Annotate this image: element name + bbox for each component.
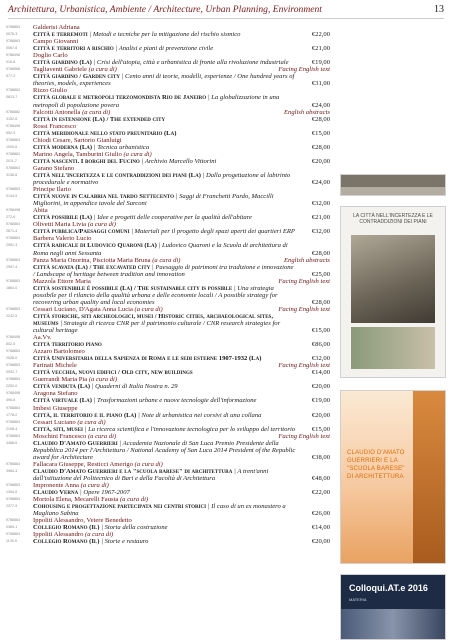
editor-note: (a cura di) xyxy=(121,150,152,158)
author: Farinati Michele xyxy=(33,362,77,370)
book-subtitle: | Opere 1967-2007 xyxy=(78,489,130,497)
isbn-part: 9788863 xyxy=(6,187,20,192)
cover-image xyxy=(351,327,435,369)
isbn-part: 3136-6 xyxy=(6,172,18,177)
editor-note: (a cura di) xyxy=(86,432,117,440)
isbn-part: 016-8 xyxy=(6,60,16,65)
isbn-code xyxy=(6,362,33,376)
book-title[interactable]: Città virtuale (La) xyxy=(33,397,92,405)
isbn-part: 9788863 xyxy=(6,433,20,438)
author: Panza Maria Onorina, Pisciotta Maria Bruna xyxy=(33,256,151,264)
book-title[interactable]: Claudio D'Amato Guerrieri xyxy=(33,439,118,447)
catalog-entry xyxy=(6,87,330,108)
price: €28,00 xyxy=(311,143,330,151)
author: Chiodi Cesare, Sartorio Gianluigi xyxy=(33,136,122,144)
isbn-part: 9788863 xyxy=(6,461,20,466)
price: €20,00 xyxy=(311,538,330,546)
isbn-part: 9788863 xyxy=(6,151,20,156)
catalog-entry xyxy=(6,461,330,482)
book-subtitle: | Idee e progetti delle cooperative per la qualità dell'abitare xyxy=(92,214,252,222)
price: €14,00 xyxy=(311,369,330,377)
isbn-part: 9788863 xyxy=(6,278,20,283)
catalog-entry xyxy=(6,390,330,404)
catalog-entry xyxy=(6,496,330,517)
language-flag: Facing English text xyxy=(278,277,330,285)
catalog-entry xyxy=(6,334,330,348)
isbn-part: 9788863 xyxy=(6,39,20,44)
catalog-entry xyxy=(6,482,330,496)
price: €22,00 xyxy=(311,31,330,39)
language-flag: Facing English text xyxy=(278,432,330,440)
author: Guerrandi Maria Pia xyxy=(33,376,88,384)
book-title[interactable]: Città sostenibile è possibile (La) / The sustainable city is possible xyxy=(33,284,233,292)
editor-note: (a cura di) xyxy=(86,221,116,229)
book-subtitle: | Metodi e tecniche per la mitigazione del rischio sismico xyxy=(87,31,241,39)
language-flag: English abstracts xyxy=(284,108,330,116)
author: Ippoliti Alessandro xyxy=(33,531,84,539)
book-title[interactable]: Città nascenti. I borghi del Fucino xyxy=(33,157,140,165)
book-cover[interactable] xyxy=(340,574,446,640)
book-subtitle: | Trasformazioni urbane e nuove tecnologie dell'informazione xyxy=(91,397,257,405)
isbn-part: 2981-3 xyxy=(6,243,18,248)
isbn-part: 9788863 xyxy=(6,377,20,382)
book-title[interactable]: Città pubblica/Paesaggi comuni xyxy=(33,228,130,236)
catalog-entry xyxy=(6,278,330,306)
catalog-entry xyxy=(6,348,330,362)
isbn-code xyxy=(6,151,33,165)
isbn-part: 3984-3 xyxy=(6,468,18,473)
book-subtitle: | Il caso di un ex monastero a Magliano Sabina xyxy=(33,503,286,518)
editor-note: (a cura di) xyxy=(132,460,163,468)
isbn-part: 9788863 xyxy=(6,306,20,311)
catalog-entry xyxy=(6,221,330,235)
isbn-part: 577-2 xyxy=(6,74,16,79)
isbn-part: 9788863 xyxy=(6,88,20,93)
cover-title: CLAUDIO D'AMATO GUERRIERI E LA "SCUOLA BARESE" DI ARCHITETTURA xyxy=(347,450,405,480)
isbn-part: 496-6 xyxy=(6,398,16,403)
author: Imbesi Giuseppe xyxy=(33,404,78,412)
isbn-part: 9788863 xyxy=(6,236,20,241)
isbn-part: 0932-7 xyxy=(6,370,18,375)
isbn-part: 552-9 xyxy=(6,130,16,135)
page-header xyxy=(8,4,444,19)
price: €32,00 xyxy=(311,355,330,363)
price: €28,00 xyxy=(311,115,330,123)
author: Campo Giovanni xyxy=(33,38,79,46)
author: Principe Ilario xyxy=(33,186,71,194)
isbn-part: 9788498 xyxy=(6,335,20,340)
isbn-part: 0067-6 xyxy=(6,46,18,51)
price: €19,00 xyxy=(311,397,330,405)
book-subtitle: | Paesaggio di patrimoni tra tradizione e innovazione / Landscape of heritage between tradition and innovation xyxy=(33,263,294,278)
cover-image xyxy=(351,235,435,323)
isbn-part: 9788863 xyxy=(6,532,20,537)
author: Ippoliti Alessandro, Vetere Benedetto xyxy=(33,517,132,525)
isbn-code xyxy=(6,87,33,108)
editor-note: (a cura di) xyxy=(83,531,114,539)
isbn-code xyxy=(6,257,33,278)
catalog-list xyxy=(6,24,330,545)
catalog-entry xyxy=(6,517,330,531)
book-title[interactable]: Città e territori a rischio xyxy=(33,45,114,53)
isbn-part: 9788568 xyxy=(6,67,20,72)
isbn-part: 2250-0 xyxy=(6,384,18,389)
price: €21,00 xyxy=(311,45,330,53)
book-title[interactable]: Claudio Verna xyxy=(33,489,79,497)
editor-note: (a cura di) xyxy=(132,305,163,313)
page-number: 13 xyxy=(434,4,444,15)
isbn-part: 9788863 xyxy=(6,363,20,368)
catalog-entry xyxy=(6,109,330,123)
isbn-code xyxy=(6,405,33,419)
isbn-part: 2528-0 xyxy=(6,356,18,361)
book-title[interactable]: Città moderna (La) xyxy=(33,143,93,151)
author: Tagliaventi Gabriele xyxy=(33,66,87,74)
isbn-code xyxy=(6,482,33,496)
book-title[interactable]: Città venduta (La) xyxy=(33,383,91,391)
book-subtitle: | La ricerca scientifica e l'innovazione tecnologica per lo sviluppo del territorio xyxy=(82,425,296,433)
isbn-part: 2997-4 xyxy=(6,264,18,269)
author: Galderisi Adriana xyxy=(33,24,80,31)
author: Falcotti Antonella xyxy=(33,108,81,116)
language-flag: Facing English text xyxy=(278,362,330,370)
book-subtitle: | Note di urbanistica nei corsivi di una collana xyxy=(136,411,262,419)
isbn-code xyxy=(6,278,33,306)
price: €24,00 xyxy=(311,179,330,187)
isbn-part: 9788498 xyxy=(6,391,20,396)
isbn-part: 0976-3 xyxy=(6,32,18,37)
isbn-part: 9788863 xyxy=(6,165,20,170)
catalog-entry xyxy=(6,207,330,221)
isbn-part: 0813-7 xyxy=(6,95,18,100)
author: Fallacara Giuseppe, Resticci Amerigo xyxy=(33,460,133,468)
isbn-part: 0369-1 xyxy=(6,525,18,530)
author: Abita xyxy=(33,207,48,215)
catalog-entry xyxy=(6,52,330,66)
isbn-code xyxy=(6,306,33,334)
author: Azzaro Bartolomeo xyxy=(33,348,85,356)
book-subtitle: | Crisi dell'utopia, città e urbanistica di fronte alla rivoluzione industriale xyxy=(91,59,289,67)
catalog-entry xyxy=(6,186,330,207)
book-title[interactable]: Collegio Romano (Il) xyxy=(33,538,100,546)
book-subtitle: | Dalla progettazione al labirinto procedurale e normativo xyxy=(33,171,291,187)
book-title[interactable]: Città, siti, musei xyxy=(33,425,83,433)
isbn-part: 1009-6 xyxy=(6,144,18,149)
price: €32,00 xyxy=(311,200,330,208)
price: €28,00 xyxy=(311,298,330,306)
price: €24,00 xyxy=(311,101,330,109)
language-flag: Facing English text xyxy=(278,305,330,313)
book-title[interactable]: Città nuove in Calabria nel tardo Settecento xyxy=(33,193,174,201)
author: Doglio Carlo xyxy=(33,52,68,60)
catalog-entry xyxy=(6,419,330,433)
language-flag: English abstracts xyxy=(284,256,330,264)
book-title[interactable]: Città in estensione (La) / The extended city xyxy=(33,115,166,123)
language-flag: Facing English text xyxy=(278,66,330,74)
isbn-code xyxy=(6,137,33,151)
cover-subtitle: MATERIA xyxy=(349,597,367,602)
editor-note: (a cura di) xyxy=(80,108,111,116)
book-title[interactable]: Città vecchia, nuovi edifici / Old city, new buildings xyxy=(33,369,193,377)
price: €19,00 xyxy=(311,59,330,67)
isbn-code xyxy=(6,517,33,531)
book-subtitle: | Strategie di ricerca CNR per il patrimonio culturale / CNR research strategies for cultural heritage xyxy=(33,319,281,335)
author: Impronente Anna xyxy=(33,482,79,490)
book-title[interactable]: Città radicale di Ludovico Quaroni (La) xyxy=(33,242,157,250)
isbn-part: 9788863 xyxy=(6,222,20,227)
book-title[interactable]: Città e terremoti xyxy=(33,31,88,39)
price: €20,00 xyxy=(311,157,330,165)
book-subtitle: | Cento anni di teorie, modelli, esperienze / One hundred years of theories, models, experiences xyxy=(33,73,295,88)
price: €20,00 xyxy=(311,383,330,391)
book-subtitle: | Storia della costruzione xyxy=(99,524,168,532)
isbn-code xyxy=(6,186,33,207)
isbn-part: 1778-0 xyxy=(6,412,18,417)
price: €28,00 xyxy=(311,249,330,257)
book-title[interactable]: Città giardino (La) xyxy=(33,59,92,67)
isbn-part: 3488-6 xyxy=(6,440,18,445)
isbn-code xyxy=(6,496,33,517)
cover-title: Colloqui.AT.e 2016 xyxy=(349,583,428,593)
book-subtitle: | La globalizzazione in una metropoli di popolazione povera xyxy=(33,94,280,109)
book-title[interactable]: Città Universitaria della Sapienza di Roma e le sedi esterne 1907-1932 (La) xyxy=(33,355,262,363)
price: €25,00 xyxy=(311,270,330,278)
editor-note: (a cura di) xyxy=(118,496,149,504)
isbn-code xyxy=(6,419,33,433)
isbn-part: 9788863 xyxy=(6,349,20,354)
author: Mortola Elena, Mecarelli Fausta xyxy=(33,496,119,504)
author: Cessari Luciano xyxy=(33,418,76,426)
catalog-entry xyxy=(6,137,330,151)
isbn-part: 9788498 xyxy=(6,208,20,213)
author: Rossi Francesco xyxy=(33,122,77,130)
isbn-code xyxy=(6,376,33,390)
catalog-entry xyxy=(6,235,330,256)
editor-note: (a cura di) xyxy=(86,66,117,74)
isbn-code xyxy=(6,531,33,545)
isbn-code xyxy=(6,433,33,461)
isbn-part: 2671-4 xyxy=(6,229,18,234)
isbn-code xyxy=(6,207,33,221)
editor-note: (a cura di) xyxy=(78,482,109,490)
isbn-part: 1139-9 xyxy=(6,539,17,544)
book-title[interactable]: Collegio Romano (Il) xyxy=(33,524,100,532)
book-subtitle: | A trent'anni dall'istituzione del Politecnico di Bari e della Facoltà di Architettura xyxy=(33,467,269,482)
isbn-code xyxy=(6,461,33,482)
price: €22,00 xyxy=(311,489,330,497)
isbn-part: 802-5 xyxy=(6,342,16,347)
price: €86,00 xyxy=(311,341,330,349)
price: €48,00 xyxy=(311,475,330,482)
price: €15,00 xyxy=(311,129,330,137)
author: Rizzo Giulio xyxy=(33,87,67,95)
catalog-entry xyxy=(6,257,330,278)
price: €32,00 xyxy=(311,228,330,236)
book-title[interactable]: Città storiche, siti archeologici, musei / Historic cities, archaeological sites, museums xyxy=(33,312,273,327)
author: Garano Stefano xyxy=(33,164,75,172)
isbn-part: 9788498 xyxy=(6,123,20,128)
isbn-code xyxy=(6,52,33,66)
isbn-code xyxy=(6,66,33,87)
book-cover[interactable] xyxy=(340,174,446,196)
editor-note: (a cura di) xyxy=(87,376,118,384)
isbn-part: 9788863 xyxy=(6,419,20,424)
isbn-part: 2108-4 xyxy=(6,426,18,431)
isbn-code xyxy=(6,38,33,52)
isbn-part: 9788863 xyxy=(6,483,20,488)
isbn-part: 9788863 xyxy=(6,497,20,502)
isbn-part: 9788863 xyxy=(6,25,20,29)
isbn-part: 9788863 xyxy=(6,257,20,262)
book-subtitle: | Quaderni di Italia Nostra n. 29 xyxy=(90,383,178,391)
book-title[interactable]: Città territorio piano xyxy=(33,341,102,349)
cover-image xyxy=(341,609,445,639)
isbn-part: 272-6 xyxy=(6,215,16,220)
catalog-entry xyxy=(6,531,330,545)
isbn-code xyxy=(6,221,33,235)
author: Marino Angela, Tamburini Giulio xyxy=(33,150,122,158)
author: Barbera Valerio Lucio xyxy=(33,235,92,243)
isbn-part: 9788863 xyxy=(6,137,20,142)
catalog-entry xyxy=(6,24,330,38)
isbn-code xyxy=(6,235,33,256)
editor-note: (a cura di) xyxy=(75,418,106,426)
book-title[interactable]: Città possibile (La) xyxy=(33,214,93,222)
isbn-part: 2011-7 xyxy=(6,158,17,163)
isbn-code xyxy=(6,165,33,186)
book-subtitle: | Saggi di Franchetti Pardo, Maccilli Migliorini, in appendice tavole del Sarconi xyxy=(33,193,274,208)
editor-note: (a cura di) xyxy=(150,256,181,264)
book-subtitle: | Analisi e piani di prevenzione civile xyxy=(113,45,214,53)
book-cover[interactable] xyxy=(340,390,446,564)
book-title[interactable]: Città scavata (La) / The excavated city xyxy=(33,263,151,271)
isbn-code xyxy=(6,348,33,362)
price: €38,00 xyxy=(311,453,330,461)
book-cover[interactable] xyxy=(340,206,446,378)
book-title[interactable]: Città nell'incertezza e le contraddizioni dei piani (La) xyxy=(33,171,201,179)
isbn-part: 2377-9 xyxy=(6,504,18,509)
book-subtitle: | Accademia Nazionale di San Luca Premio Presidente della Repubblica 2014 per l'Architettura / National Academy of San Luca 2014 President of the Republic award for Architecture xyxy=(33,439,296,461)
author: Cessari Luciano, D'Agata Anna Lucia xyxy=(33,305,133,313)
isbn-code xyxy=(6,123,33,137)
price: €21,00 xyxy=(311,214,330,222)
book-subtitle: | Ludovico Quaroni e la Scuola di architettura di Roma negli anni Sessanta xyxy=(33,242,288,257)
isbn-part: 1864-0 xyxy=(6,285,18,290)
isbn-code xyxy=(6,24,33,38)
isbn-part: 2242-5 xyxy=(6,313,18,318)
author: Moschini Francesco xyxy=(33,432,87,440)
catalog-entry xyxy=(6,376,330,390)
isbn-part: 1354-6 xyxy=(6,490,18,495)
book-subtitle: | Archivio Marcello Vittorini xyxy=(139,157,217,165)
isbn-part: 9788863 xyxy=(6,518,20,523)
catalog-entry xyxy=(6,433,330,461)
catalog-entry xyxy=(6,66,330,87)
price: €26,00 xyxy=(311,510,330,518)
author: Olivetti Maria Livia xyxy=(33,221,87,229)
catalog-entry xyxy=(6,405,330,419)
book-title[interactable]: Città globale e metropoli terzomondista Rio de Janeiro xyxy=(33,94,207,102)
book-subtitle: | Tecnica urbanistica xyxy=(92,143,150,151)
price: €15,00 xyxy=(311,425,330,433)
catalog-entry xyxy=(6,306,330,334)
isbn-part: 9788863 xyxy=(6,405,20,410)
book-subtitle: | Storie e restauro xyxy=(99,538,149,546)
isbn-part: 0134-5 xyxy=(6,194,18,199)
section-title: Architettura, Urbanistica, Ambiente / Architecture, Urban Planning, Environment xyxy=(8,4,322,15)
catalog-entry xyxy=(6,165,330,186)
book-subtitle: | Materiali per il progetto degli spazi aperti dei quartieri ERP xyxy=(129,228,295,236)
book-title[interactable]: Città meridionale nello stato preunitario (La) xyxy=(33,129,177,137)
price: €31,00 xyxy=(311,80,330,88)
catalog-entry xyxy=(6,362,330,376)
isbn-code xyxy=(6,109,33,123)
book-subtitle: | Una strategia possibile per il rilancio della qualità urbana e delle economie locali / A possible strategy for recovering urban quality and local economies xyxy=(33,284,278,306)
isbn-code xyxy=(6,390,33,404)
author: Mazzola Ettore Maria xyxy=(33,277,91,285)
price: €20,00 xyxy=(311,411,330,419)
price: €14,00 xyxy=(311,524,330,532)
book-title[interactable]: Città giardino / Garden city xyxy=(33,73,120,81)
price: €15,00 xyxy=(311,327,330,335)
isbn-part: 3152-6 xyxy=(6,116,18,121)
catalog-entry xyxy=(6,38,330,52)
catalog-entry xyxy=(6,151,330,165)
author: Aa.Vv. xyxy=(33,334,52,342)
isbn-part: 9788882 xyxy=(6,109,20,114)
cover-caption: LA CITTÀ NELL'INCERTEZZA E LE CONTRADDIZIONI DEI PIANI xyxy=(353,213,433,225)
book-title[interactable]: Claudio D'Amato Guerrieri e la "scuola barese" di architettura xyxy=(33,467,233,475)
author: Aragona Stefano xyxy=(33,390,78,398)
book-title[interactable]: Cohousing e progettazione partecipata nei centri storici xyxy=(33,503,207,511)
catalog-entry xyxy=(6,123,330,137)
isbn-code xyxy=(6,334,33,348)
book-title[interactable]: Città, il territorio e il piano (La) xyxy=(33,411,137,419)
isbn-part: 9788498 xyxy=(6,53,20,58)
